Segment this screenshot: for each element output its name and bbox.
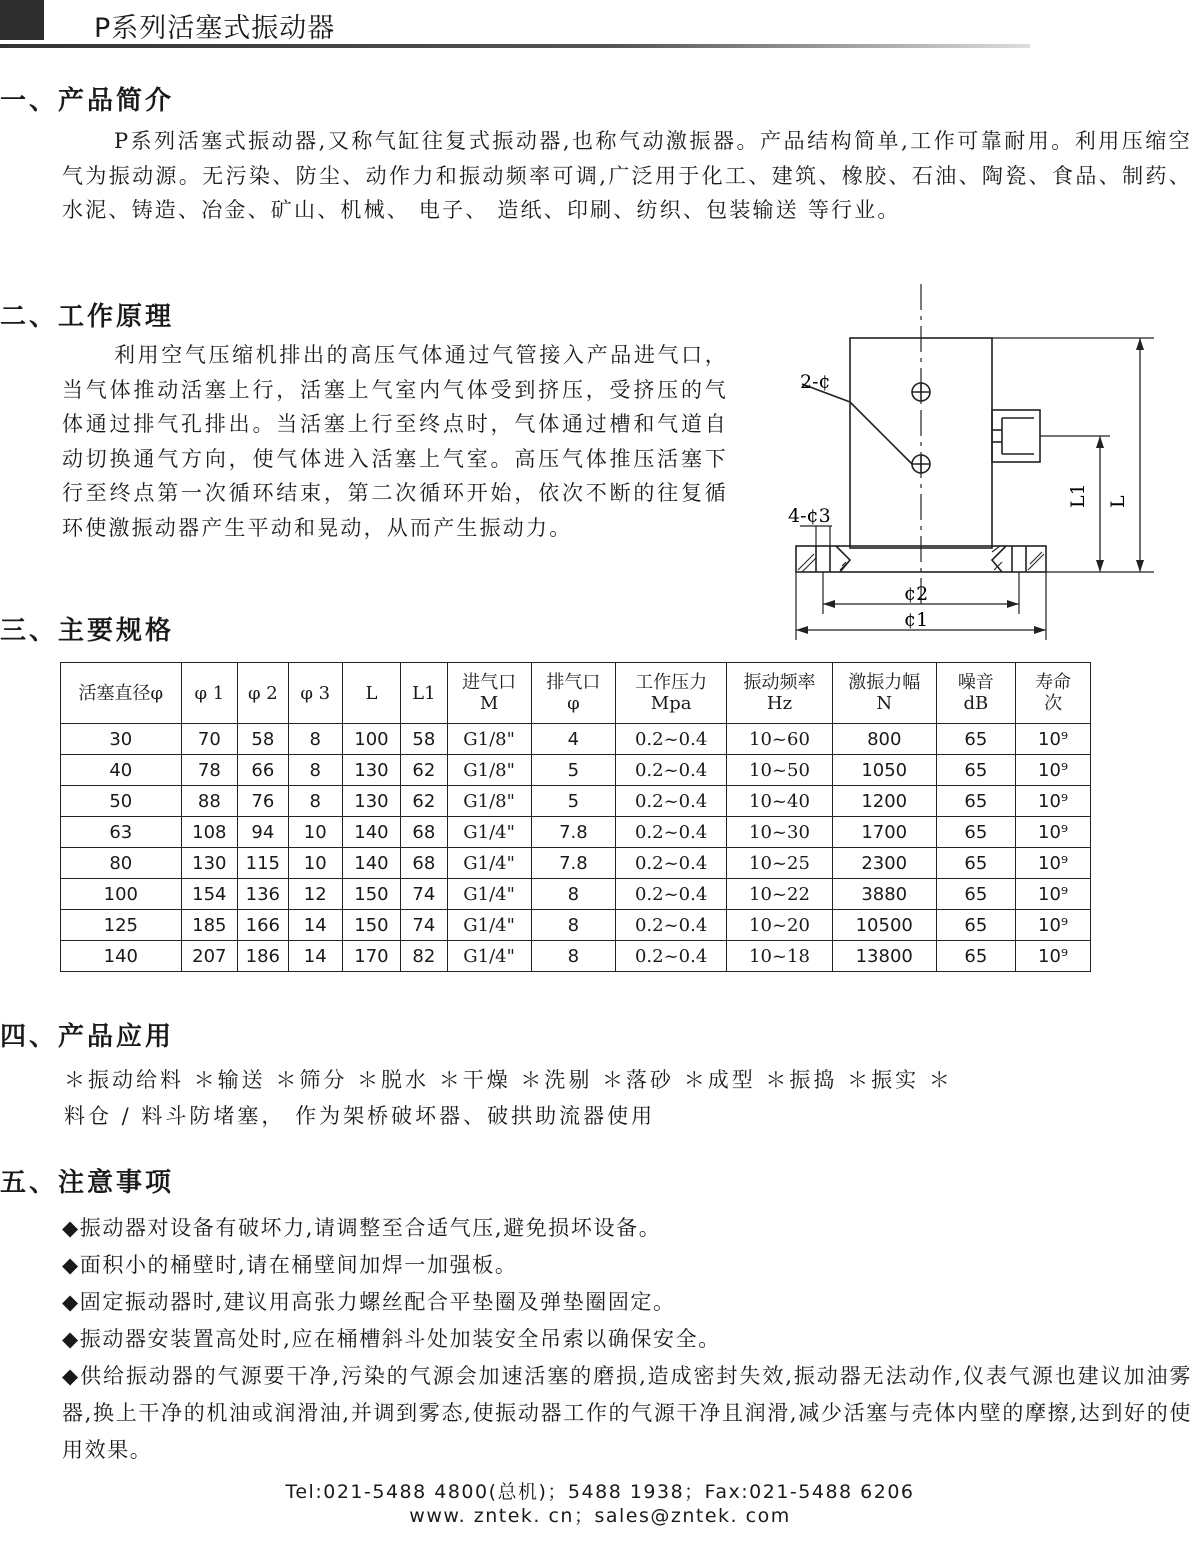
spec-cell: 62 [401,786,447,817]
spec-row [61,879,1091,910]
spec-header-cell [616,663,727,724]
spec-header-cell [288,663,342,724]
intro-heading: 一、产品简介 [0,86,175,116]
spec-row [61,786,1091,817]
spec-cell: 80 [61,848,182,879]
spec-cell: 65 [936,848,1016,879]
spec-header-text: 进气口 [462,672,517,693]
spec-cell: 62 [401,755,447,786]
spec-cell: 2300 [832,848,936,879]
note-item: ◆供给振动器的气源要干净,污染的气源会加速活塞的磨损,造成密封失效,振动器无法动作,仪表气源也建议加油雾器,换上干净的机油或润滑油,并调到雾态,使振动器工作的气源干净且润滑,减少活塞与壳体内壁的摩擦,达到好的使用效果。 [62,1364,1192,1462]
spec-cell: 68 [401,848,447,879]
spec-header-text: φ 1 [194,682,225,704]
note-item: ◆固定振动器时,建议用高张力螺丝配合平垫圈及弹垫圈固定。 [62,1290,676,1314]
footer-web: www. zntek. cn；sales@zntek. com [409,1505,791,1527]
spec-cell: 8 [288,755,342,786]
spec-header-cell [936,663,1016,724]
spec-cell: 10⁹ [1016,941,1091,972]
principle-heading: 二、工作原理 [0,302,175,332]
spec-cell: 7.8 [531,848,615,879]
principle-paragraph: 利用空气压缩机排出的高压气体通过气管接入产品进气口，当气体推动活塞上行，活塞上气室内气体受到挤压，受挤压的气体通过排气孔排出。当活塞上行至终点时，气体通过槽和气道自动切换通气方向，使气体进入活塞上气室。高压气体推压活塞下行至终点第一次循环结束，第二次循环开始，依次不断的往复循环使激振动器产生平动和晃动，从而产生振动力。 [62,343,728,540]
principle-text [62,338,728,545]
spec-cell: 94 [238,817,289,848]
spec-cell: 40 [61,755,182,786]
spec-cell: 13800 [832,941,936,972]
base-fillet-left [836,546,850,572]
spec-cell: G1/4" [447,848,531,879]
spec-header-text: 工作压力 [635,672,708,693]
spec-cell: 65 [936,941,1016,972]
spec-header-text: 次 [1044,693,1063,714]
apps-line-1: ＊振动给料 ＊输送 ＊筛分 ＊脱水 ＊干燥 ＊洗剔 ＊落砂 ＊成型 ＊振捣 ＊振实 ＊ [64,1068,953,1092]
spec-cell: 10~30 [727,817,833,848]
spec-cell: 800 [832,724,936,755]
spec-header-text: L [365,682,378,704]
spec-cell: 4 [531,724,615,755]
spec-row [61,755,1091,786]
intro-text [62,124,1192,228]
label-L: L [1107,495,1129,508]
spec-cell: 14 [288,941,342,972]
spec-cell: G1/4" [447,879,531,910]
spec-cell: 10⁹ [1016,879,1091,910]
apps-list [64,1062,953,1134]
label-phi1: ¢1 [904,609,929,631]
spec-header-cell [1016,663,1091,724]
spec-cell: 10⁹ [1016,724,1091,755]
spec-cell: 130 [342,755,400,786]
spec-row [61,848,1091,879]
spec-cell: 10⁹ [1016,755,1091,786]
spec-header-text: 振动频率 [743,672,816,693]
spec-header-cell [342,663,400,724]
spec-cell: 100 [61,879,182,910]
spec-header-text: N [876,693,893,714]
apps-heading: 四、产品应用 [0,1022,175,1052]
intro-paragraph: P系列活塞式振动器,又称气缸往复式振动器,也称气动激振器。产品结构简单,工作可靠耐用。利用压缩空气为振动源。无污染、防尘、动作力和振动频率可调,广泛用于化工、建筑、橡胶、石油、陶瓷、食品、制药、水泥、铸造、冶金、矿山、机械、 电子、 造纸、印刷、纺织、包装输送 等行业。 [62,129,1192,222]
label-4phi3: 4-¢3 [788,505,831,527]
spec-cell: 150 [342,879,400,910]
spec-cell: 140 [61,941,182,972]
spec-cell: 8 [531,941,615,972]
spec-cell: 166 [238,910,289,941]
spec-cell: 8 [531,879,615,910]
spec-cell: 3880 [832,879,936,910]
spec-cell: 150 [342,910,400,941]
page-title: P系列活塞式振动器 [94,13,336,44]
spec-header-text: dB [963,693,989,714]
spec-cell: G1/8" [447,786,531,817]
spec-header-text: 排气口 [546,672,601,693]
spec-cell: 8 [531,910,615,941]
spec-cell: 207 [181,941,237,972]
spec-cell: 8 [288,724,342,755]
spec-cell: 125 [61,910,182,941]
spec-cell: 10~50 [727,755,833,786]
spec-cell: 0.2~0.4 [616,941,727,972]
spec-cell: 0.2~0.4 [616,910,727,941]
spec-cell: 7.8 [531,817,615,848]
spec-cell: 115 [238,848,289,879]
spec-cell: 65 [936,910,1016,941]
spec-cell: 74 [401,910,447,941]
spec-cell: 50 [61,786,182,817]
spec-cell: 58 [238,724,289,755]
spec-cell: 12 [288,879,342,910]
spec-cell: 1700 [832,817,936,848]
spec-header-text: 激振力幅 [848,672,921,693]
spec-cell: 10~22 [727,879,833,910]
spec-cell: 1050 [832,755,936,786]
spec-cell: 88 [181,786,237,817]
note-item: ◆振动器对设备有破坏力,请调整至合适气压,避免损坏设备。 [62,1216,662,1240]
spec-header-text: M [479,693,499,714]
spec-cell: G1/4" [447,910,531,941]
spec-cell: 140 [342,848,400,879]
note-item: ◆面积小的桶壁时,请在桶壁间加焊一加强板。 [62,1253,518,1277]
spec-cell: 154 [181,879,237,910]
spec-header-text: φ [567,693,580,714]
spec-cell: G1/4" [447,941,531,972]
spec-cell: 10500 [832,910,936,941]
spec-cell: 108 [181,817,237,848]
spec-header-cell [531,663,615,724]
notes-heading: 五、注意事项 [0,1168,175,1198]
spec-header-text: φ 3 [300,682,331,704]
spec-cell: G1/4" [447,817,531,848]
spec-cell: 74 [401,879,447,910]
spec-cell: 63 [61,817,182,848]
spec-cell: 0.2~0.4 [616,755,727,786]
spec-cell: 1200 [832,786,936,817]
spec-header-cell [832,663,936,724]
spec-row [61,724,1091,755]
header-block [0,0,44,40]
header-rule [0,44,1030,48]
spec-header-cell [61,663,182,724]
spec-cell: 14 [288,910,342,941]
spec-cell: 78 [181,755,237,786]
spec-row [61,910,1091,941]
spec-cell: 10 [288,848,342,879]
spec-cell: 82 [401,941,447,972]
spec-header-text: Hz [766,693,793,714]
spec-cell: 10⁹ [1016,817,1091,848]
spec-header-text: φ 2 [247,682,278,704]
spec-header-cell [238,663,289,724]
spec-header-cell [401,663,447,724]
spec-cell: 58 [401,724,447,755]
spec-header-cell [447,663,531,724]
spec-cell: 140 [342,817,400,848]
spec-header-row [61,663,1091,724]
spec-cell: 68 [401,817,447,848]
spec-cell: 65 [936,786,1016,817]
footer-contact: Tel:021-5488 4800(总机)；5488 1938；Fax:021-5488 6206 [285,1481,915,1503]
spec-cell: 10~40 [727,786,833,817]
spec-cell: 76 [238,786,289,817]
spec-cell: 65 [936,724,1016,755]
spec-cell: 30 [61,724,182,755]
spec-cell: 136 [238,879,289,910]
spec-cell: 0.2~0.4 [616,848,727,879]
label-phi2: ¢2 [904,583,929,605]
spec-cell: 0.2~0.4 [616,724,727,755]
spec-header-text: 噪音 [957,672,994,693]
notes-list [62,1210,1192,1469]
note-item: ◆振动器安装置高处时,应在桶槽斜斗处加装安全吊索以确保安全。 [62,1327,721,1351]
spec-cell: 185 [181,910,237,941]
label-L1: L1 [1067,483,1089,508]
spec-header-text: L1 [412,682,436,704]
spec-row [61,817,1091,848]
spec-cell: 186 [238,941,289,972]
spec-cell: 5 [531,755,615,786]
spec-cell: 65 [936,817,1016,848]
spec-header-cell [727,663,833,724]
spec-heading: 三、主要规格 [0,616,175,646]
spec-cell: 0.2~0.4 [616,879,727,910]
spec-cell: 10 [288,817,342,848]
spec-cell: 10⁹ [1016,910,1091,941]
spec-cell: 8 [288,786,342,817]
spec-cell: 10⁹ [1016,786,1091,817]
spec-cell: 65 [936,755,1016,786]
spec-table [60,662,1091,972]
spec-cell: 130 [342,786,400,817]
spec-cell: 100 [342,724,400,755]
label-2phi: 2-¢ [800,371,831,393]
spec-cell: 10~20 [727,910,833,941]
spec-cell: 70 [181,724,237,755]
spec-cell: 130 [181,848,237,879]
spec-cell: 10~60 [727,724,833,755]
spec-cell: 10⁹ [1016,848,1091,879]
spec-cell: G1/8" [447,755,531,786]
spec-header-text: 活塞直径φ [78,682,164,704]
spec-row [61,941,1091,972]
spec-cell: 10~25 [727,848,833,879]
spec-cell: 5 [531,786,615,817]
vibrator-dimension-diagram [780,280,1200,650]
spec-cell: 10~18 [727,941,833,972]
apps-line-2: 料仓 / 料斗防堵塞， 作为架桥破坏器、破拱助流器使用 [64,1104,656,1128]
leader-2phi [802,384,912,464]
spec-cell: 66 [238,755,289,786]
spec-cell: 0.2~0.4 [616,817,727,848]
spec-header-text: 寿命 [1035,672,1072,693]
spec-cell: 0.2~0.4 [616,786,727,817]
spec-cell: 170 [342,941,400,972]
spec-header-text: Mpa [650,693,692,714]
spec-header-cell [181,663,237,724]
spec-cell: 65 [936,879,1016,910]
spec-cell: G1/8" [447,724,531,755]
